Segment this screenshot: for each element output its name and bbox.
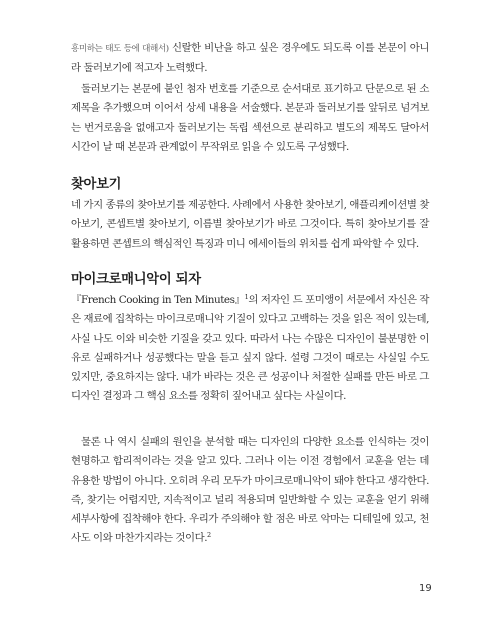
paragraph-text: 네 가지 종류의 찾아보기를 제공한다. 사례에서 사용한 찾아보기, 애플리케이션별 찾아보기, 콘셉트별 찾아보기, 이름별 찾아보기가 바로 그것이다. 특히 찾아보기를 잘 활용하면 콘셉트의 핵심적인 특징과 미니 에세이들의 위치를 쉽게 파악할 수 있다.: [71, 199, 429, 250]
paragraph-text: 의 저자인 드 포미앵이 서문에서 자신은 작은 재료에 집착하는 마이크로매니악 기질이 있다고 고백하는 것을 읽은 적이 있는데, 사실 나도 이와 비슷한 기질을 갖고 있다. 따라서 나는 수많은 디자인이 불분명한 이유로 실패하거나 성공했다는 말을 듣고 싶지 않다. 설령 그것이 때로는 사실일 수도 있지만, 중요하지는 않다. 내가 바라는 것은 큰 성공이나 처절한 실패를 만든 바로 그 디자인 결정과 그 핵심 요소를 정확히 짚어내고 싶다는 사실이다.: [71, 294, 429, 403]
paragraph-index: [71, 196, 429, 254]
footnote-ref: 1: [244, 293, 249, 301]
paragraph-footnote-notes: [71, 80, 429, 157]
page-number: 19: [419, 583, 432, 594]
paragraph-text: 신랄한 비난을 하고 싶은 경우에도 되도록 이를 본문이 아니라 둘러보기에 적고자 노력했다.: [71, 42, 429, 75]
paragraph-small-prefix: 흥미하는 태도 등에 대해서): [71, 44, 169, 54]
book-title: 『French Cooking in Ten Minutes』: [71, 294, 245, 306]
paragraph-text: 둘러보기는 본문에 붙인 첨자 번호를 기준으로 순서대로 표기하고 단문으로 된 소제목을 추가했으며 이어서 상세 내용을 서술했다. 본문과 둘러보기를 앞뒤로 넘겨보는 번거로움을 없애고자 둘러보기는 독립 섹션으로 분리하고 별도의 제목도 달아서 시간이 날 때 본문과 관계없이 무작위로 읽을 수 있도록 구성했다.: [71, 83, 429, 153]
paragraph-closing: [71, 433, 429, 549]
section-heading: 찾아보기: [71, 177, 122, 192]
section-heading-micromaniac: [71, 268, 429, 287]
section-heading: 마이크로매니악이 되자: [71, 272, 201, 287]
section-heading-index: [71, 173, 429, 192]
paragraph-text: 물론 나 역시 실패의 원인을 분석할 때는 디자인의 다양한 요소를 인식하는 것이 현명하고 합리적이라는 것을 알고 있다. 그러나 이는 이전 경험에서 교훈을 얻는 데 유용한 방법이 아니다. 오히려 우리 모두가 마이크로매니악이 돼야 한다고 생각한다. 즉, 찾기는 어렵지만, 지속적이고 널리 적용되며 일반화할 수 있는 교훈을 얻기 위해 세부사항에 집착해야 한다. 우리가 주의해야 할 점은 바로 악마는 디테일에 있고, 천사도 이와 마찬가지라는 것이다.: [71, 436, 429, 545]
paragraph-micromaniac: [71, 291, 429, 407]
footnote-ref: 2: [207, 531, 211, 540]
paragraph-continued: [71, 39, 429, 79]
